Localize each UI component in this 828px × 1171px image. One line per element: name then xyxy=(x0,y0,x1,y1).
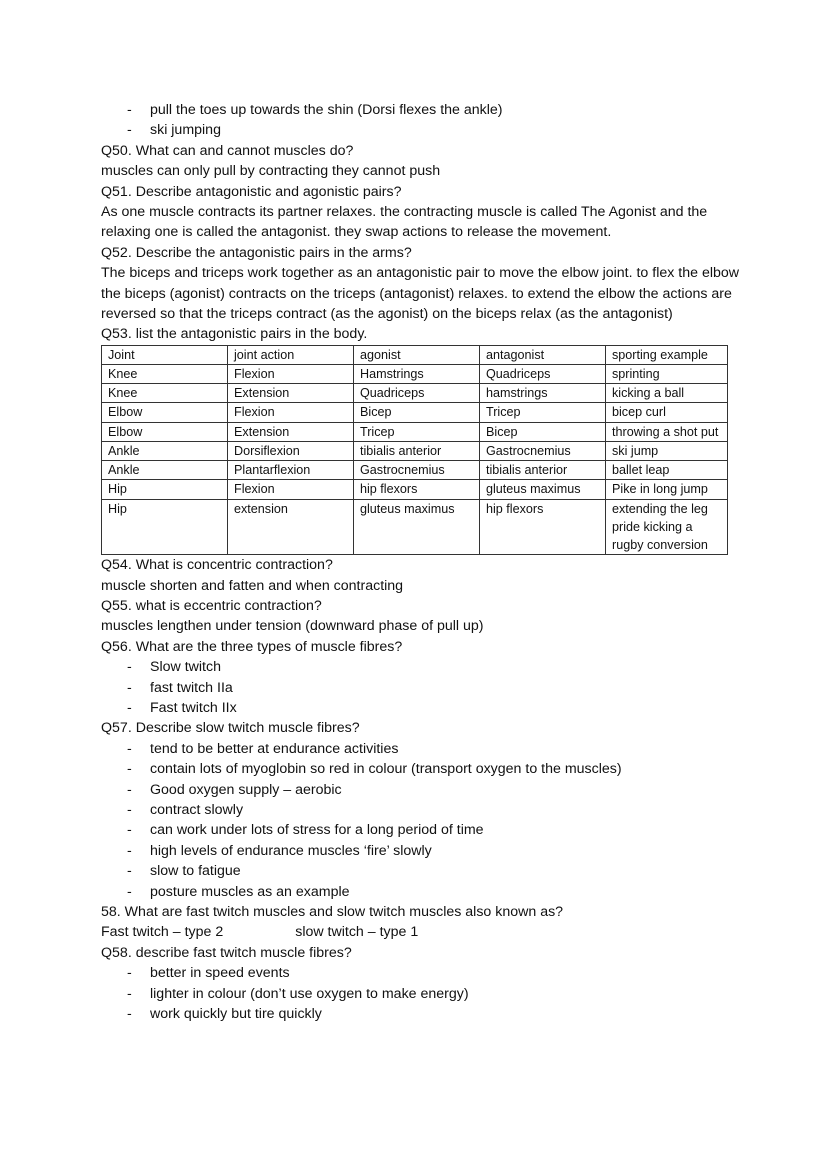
table-header-row xyxy=(102,345,728,364)
question-heading: Q55. what is eccentric contraction? xyxy=(101,597,322,614)
table-row xyxy=(102,365,728,384)
list-item: - lighter in colour (don’t use oxygen to make energy) xyxy=(101,984,741,1004)
table-cell: Bicep xyxy=(354,403,480,422)
list-item: - contain lots of myoglobin so red in colour (transport oxygen to the muscles) xyxy=(101,759,741,779)
document-page xyxy=(101,100,741,1024)
table-cell: throwing a shot put xyxy=(606,422,728,441)
fast-twitch-type: Fast twitch – type 2 xyxy=(101,924,224,941)
table-cell: Knee xyxy=(102,365,228,384)
table-cell: Quadriceps xyxy=(354,384,480,403)
list-item: - can work under lots of stress for a long period of time xyxy=(101,820,741,840)
list-item: - better in speed events xyxy=(101,963,741,983)
question-heading: Q58. describe fast twitch muscle fibres? xyxy=(101,944,352,961)
table-cell: extension xyxy=(228,499,354,555)
answer-text: The biceps and triceps work together as an antagonistic pair to move the elbow joint. to flex the elbow the biceps (agonist) contracts on the triceps (antagonist) relaxes. to extend the elbow the actions are reversed so that the triceps contract (as the agonist) on the biceps relax (as the antagonist) xyxy=(101,265,740,323)
table-cell: Quadriceps xyxy=(480,365,606,384)
answer-text: muscles can only pull by contracting they cannot push xyxy=(101,163,441,180)
table-header-cell: agonist xyxy=(354,345,480,364)
table-cell: Tricep xyxy=(354,422,480,441)
table-cell: Elbow xyxy=(102,403,228,422)
table-cell: Ankle xyxy=(102,461,228,480)
table-cell: Pike in long jump xyxy=(606,480,728,499)
list-item: - fast twitch IIa xyxy=(101,678,741,698)
table-row xyxy=(102,499,728,555)
table-row xyxy=(102,480,728,499)
table-cell: gluteus maximus xyxy=(480,480,606,499)
table-row xyxy=(102,403,728,422)
table-cell: tibialis anterior xyxy=(354,441,480,460)
table-cell: Bicep xyxy=(480,422,606,441)
table-row xyxy=(102,461,728,480)
list-item: - ski jumping xyxy=(101,120,741,140)
table-cell: hamstrings xyxy=(480,384,606,403)
answer-text: muscle shorten and fatten and when contracting xyxy=(101,577,404,594)
answer-text: muscles lengthen under tension (downward phase of pull up) xyxy=(101,618,484,635)
answer-text: As one muscle contracts its partner relaxes. the contracting muscle is called The Agonist and the relaxing one is called the antagonist. they swap actions to release the movement. xyxy=(101,204,708,241)
table-cell: Extension xyxy=(228,422,354,441)
table-cell: tibialis anterior xyxy=(480,461,606,480)
table-cell: Knee xyxy=(102,384,228,403)
table-cell: Plantarflexion xyxy=(228,461,354,480)
list-item: - pull the toes up towards the shin (Dorsi flexes the ankle) xyxy=(101,100,741,120)
list-item: - work quickly but tire quickly xyxy=(101,1004,741,1024)
table-cell: ski jump xyxy=(606,441,728,460)
list-item: - slow to fatigue xyxy=(101,861,741,881)
question-heading: Q51. Describe antagonistic and agonistic pairs? xyxy=(101,183,402,200)
table-cell: Hip xyxy=(102,499,228,555)
list-item: - contract slowly xyxy=(101,800,741,820)
table-cell: Gastrocnemius xyxy=(354,461,480,480)
table-cell: kicking a ball xyxy=(606,384,728,403)
table-cell: Flexion xyxy=(228,480,354,499)
table-cell: Flexion xyxy=(228,365,354,384)
table-cell: Gastrocnemius xyxy=(480,441,606,460)
slow-twitch-type: slow twitch – type 1 xyxy=(295,924,419,941)
list-item: - high levels of endurance muscles ‘fire’ slowly xyxy=(101,841,741,861)
table-header-cell: Joint xyxy=(102,345,228,364)
table-cell: Hip xyxy=(102,480,228,499)
question-heading: Q54. What is concentric contraction? xyxy=(101,557,333,574)
list-item: - tend to be better at endurance activities xyxy=(101,739,741,759)
question-heading: Q52. Describe the antagonistic pairs in the arms? xyxy=(101,244,412,261)
table-cell: Flexion xyxy=(228,403,354,422)
table-cell: bicep curl xyxy=(606,403,728,422)
question-heading: 58. What are fast twitch muscles and slow twitch muscles also known as? xyxy=(101,904,564,921)
table-header-cell: sporting example xyxy=(606,345,728,364)
table-cell: Extension xyxy=(228,384,354,403)
table-cell: extending the leg pride kicking a rugby conversion xyxy=(606,499,728,555)
table-cell: Elbow xyxy=(102,422,228,441)
table-row xyxy=(102,422,728,441)
table-cell: hip flexors xyxy=(480,499,606,555)
list-item: - posture muscles as an example xyxy=(101,882,741,902)
table-row xyxy=(102,384,728,403)
table-cell: Ankle xyxy=(102,441,228,460)
table-header-cell: antagonist xyxy=(480,345,606,364)
table-cell: sprinting xyxy=(606,365,728,384)
question-heading: Q57. Describe slow twitch muscle fibres? xyxy=(101,720,360,737)
table-cell: Dorsiflexion xyxy=(228,441,354,460)
table-header-cell: joint action xyxy=(228,345,354,364)
table-cell: ballet leap xyxy=(606,461,728,480)
table-cell: Tricep xyxy=(480,403,606,422)
antagonistic-pairs-table xyxy=(101,345,728,555)
answer-text xyxy=(101,922,741,942)
table-row xyxy=(102,441,728,460)
table-cell: gluteus maximus xyxy=(354,499,480,555)
table-cell: Hamstrings xyxy=(354,365,480,384)
list-item: - Good oxygen supply – aerobic xyxy=(101,780,741,800)
list-item: - Fast twitch IIx xyxy=(101,698,741,718)
list-item: - Slow twitch xyxy=(101,657,741,677)
table-cell: hip flexors xyxy=(354,480,480,499)
question-heading: Q50. What can and cannot muscles do? xyxy=(101,142,354,159)
question-heading: Q53. list the antagonistic pairs in the body. xyxy=(101,326,368,343)
question-heading: Q56. What are the three types of muscle fibres? xyxy=(101,638,403,655)
